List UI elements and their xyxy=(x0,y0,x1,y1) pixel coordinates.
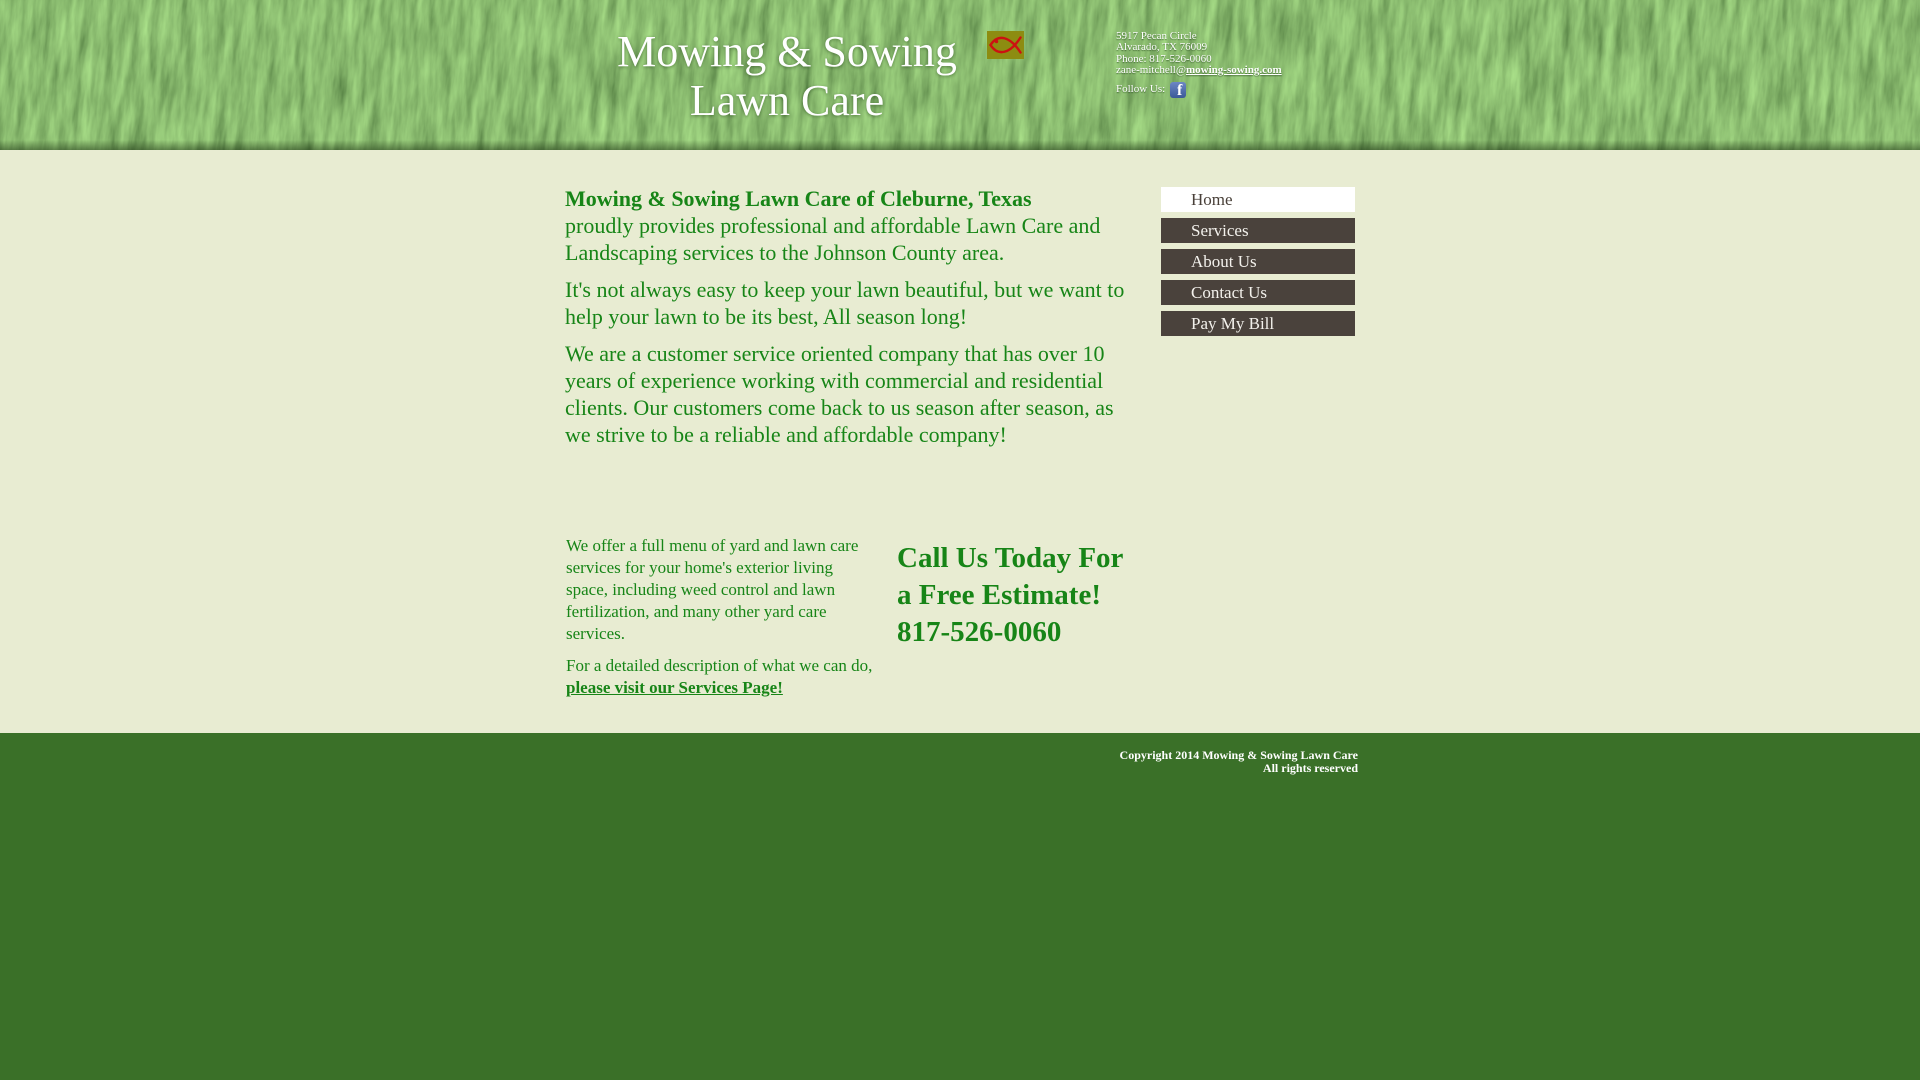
nav-item-contact-us[interactable]: Contact Us xyxy=(1161,280,1355,305)
nav-item-about-us[interactable]: About Us xyxy=(1161,249,1355,274)
services-page-link[interactable]: please visit our Services Page! xyxy=(566,678,783,697)
services-blurb xyxy=(566,535,878,709)
follow-us-label: Follow Us: xyxy=(1116,82,1166,95)
copyright xyxy=(858,749,1358,774)
services-description: We offer a full menu of yard and lawn care services for your home's exterior living space, including weed control and lawn fertilization, and many other yard care services. xyxy=(566,536,859,643)
email-link[interactable]: mowing-sowing.com xyxy=(1186,64,1282,77)
copyright-line1: Copyright 2014 Mowing & Sowing Lawn Care xyxy=(1119,748,1358,762)
nav-item-services[interactable]: Services xyxy=(1161,218,1355,243)
intro-paragraph xyxy=(565,185,1125,266)
site-title xyxy=(537,27,1037,125)
intro-heading: Mowing & Sowing Lawn Care of Cleburne, Texas xyxy=(565,186,1032,211)
email-prefix: zane-mitchell@ xyxy=(1116,64,1186,77)
facebook-icon[interactable]: f xyxy=(1170,82,1186,98)
main-nav xyxy=(1161,187,1355,342)
paragraph-3: We are a customer service oriented company that has over 10 years of experience working with commercial and residential clients. Our customers come back to us season after season, as we strive to be a reliable and affordable company! xyxy=(565,341,1114,447)
address-line1: 5917 Pecan Circle xyxy=(1116,30,1197,42)
site-footer xyxy=(0,733,1920,1080)
contact-info xyxy=(1116,31,1366,98)
site-title-line2: Lawn Care xyxy=(689,76,885,125)
paragraph-2: It's not always easy to keep your lawn beautiful, but we want to help your lawn to be its best, All season long! xyxy=(565,277,1125,329)
follow-us-row xyxy=(1116,82,1366,98)
ichthys-fish-icon xyxy=(987,31,1024,59)
site-title-line1: Mowing & Sowing xyxy=(617,27,957,76)
intro-copy xyxy=(565,185,1125,458)
address-line2: Alvarado, TX 76009 xyxy=(1116,41,1208,54)
services-cta-prefix: For a detailed description of what we can do, xyxy=(566,656,873,675)
nav-item-home[interactable]: Home xyxy=(1161,187,1355,212)
intro-rest: proudly provides professional and affordable Lawn Care and Landscaping services to the Johnson County area. xyxy=(565,213,1101,265)
email-line xyxy=(1116,65,1366,76)
copyright-line2: All rights reserved xyxy=(1262,760,1358,775)
services-cta xyxy=(566,655,878,699)
phone-number: Phone: 817-526-0060 xyxy=(1116,52,1212,65)
site-header xyxy=(0,0,1920,150)
nav-item-pay-my-bill[interactable]: Pay My Bill xyxy=(1161,311,1355,336)
call-us-banner: Call Us Today For a Free Estimate! 817-526-0060 xyxy=(897,542,1123,648)
